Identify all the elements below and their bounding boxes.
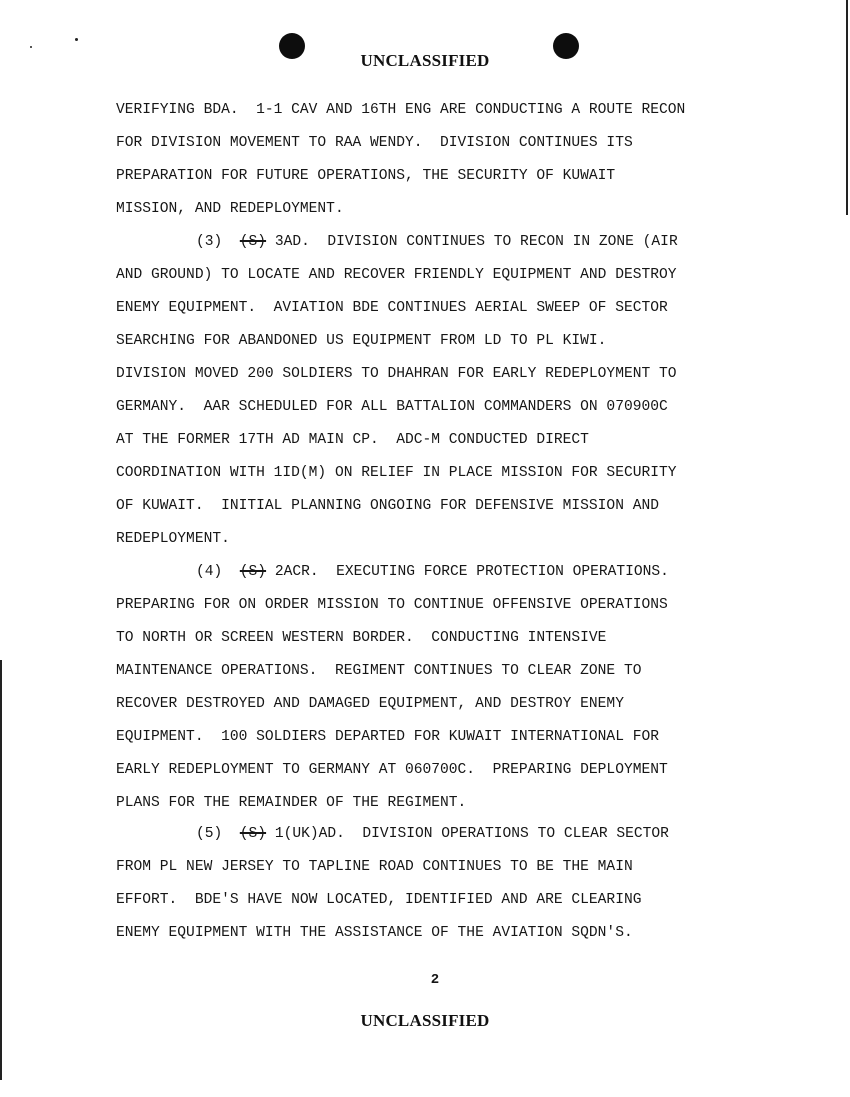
body-line: FOR DIVISION MOVEMENT TO RAA WENDY. DIVISION CONTINUES ITS	[116, 135, 633, 151]
body-line: PREPARATION FOR FUTURE OPERATIONS, THE SECURITY OF KUWAIT	[116, 168, 616, 184]
body-line: PREPARING FOR ON ORDER MISSION TO CONTINUE OFFENSIVE OPERATIONS	[116, 597, 668, 613]
body-line: REDEPLOYMENT.	[116, 531, 230, 547]
classification-marking-struck: (S)	[239, 564, 267, 580]
body-line: ENEMY EQUIPMENT WITH THE ASSISTANCE OF THE AVIATION SQDN'S.	[116, 925, 633, 941]
paragraph-number: (3)	[196, 234, 223, 250]
paragraph-lead: 3AD. DIVISION CONTINUES TO RECON IN ZONE (AIR	[274, 234, 678, 250]
body-line: PLANS FOR THE REMAINDER OF THE REGIMENT.	[116, 795, 467, 811]
body-line: EFFORT. BDE'S HAVE NOW LOCATED, IDENTIFIED AND ARE CLEARING	[116, 892, 642, 908]
classification-footer: UNCLASSIFIED	[360, 1011, 490, 1030]
body-line: AT THE FORMER 17TH AD MAIN CP. ADC-M CONDUCTED DIRECT	[116, 432, 589, 448]
body-line: COORDINATION WITH 1ID(M) ON RELIEF IN PLACE MISSION FOR SECURITY	[116, 465, 677, 481]
body-line: AND GROUND) TO LOCATE AND RECOVER FRIENDLY EQUIPMENT AND DESTROY	[116, 267, 677, 283]
body-line: FROM PL NEW JERSEY TO TAPLINE ROAD CONTINUES TO BE THE MAIN	[116, 859, 633, 875]
paragraph-lead: 1(UK)AD. DIVISION OPERATIONS TO CLEAR SECTOR	[274, 826, 669, 842]
classification-header: UNCLASSIFIED	[360, 51, 490, 70]
paragraph-number: (4)	[196, 564, 223, 580]
classification-marking-struck: (S)	[239, 826, 267, 842]
body-line: TO NORTH OR SCREEN WESTERN BORDER. CONDUCTING INTENSIVE	[116, 630, 607, 646]
body-line: EQUIPMENT. 100 SOLDIERS DEPARTED FOR KUWAIT INTERNATIONAL FOR	[116, 729, 659, 745]
scan-speck	[75, 38, 78, 41]
paragraph-3-first-line	[196, 234, 678, 250]
body-line: SEARCHING FOR ABANDONED US EQUIPMENT FROM LD TO PL KIWI.	[116, 333, 607, 349]
body-line: MISSION, AND REDEPLOYMENT.	[116, 201, 344, 217]
page-number: 2	[430, 972, 440, 988]
paragraph-lead: 2ACR. EXECUTING FORCE PROTECTION OPERATIONS.	[274, 564, 669, 580]
body-line: ENEMY EQUIPMENT. AVIATION BDE CONTINUES AERIAL SWEEP OF SECTOR	[116, 300, 668, 316]
classification-marking-struck: (S)	[239, 234, 267, 250]
body-line: EARLY REDEPLOYMENT TO GERMANY AT 060700C. PREPARING DEPLOYMENT	[116, 762, 668, 778]
body-line: VERIFYING BDA. 1-1 CAV AND 16TH ENG ARE CONDUCTING A ROUTE RECON	[116, 102, 686, 118]
body-line: DIVISION MOVED 200 SOLDIERS TO DHAHRAN FOR EARLY REDEPLOYMENT TO	[116, 366, 677, 382]
body-line: MAINTENANCE OPERATIONS. REGIMENT CONTINUES TO CLEAR ZONE TO	[116, 663, 642, 679]
paragraph-number: (5)	[196, 826, 223, 842]
body-line: GERMANY. AAR SCHEDULED FOR ALL BATTALION COMMANDERS ON 070900C	[116, 399, 668, 415]
body-line: OF KUWAIT. INITIAL PLANNING ONGOING FOR DEFENSIVE MISSION AND	[116, 498, 659, 514]
scan-edge-line	[846, 0, 848, 215]
paragraph-4-first-line	[196, 564, 669, 580]
scan-speck	[30, 46, 32, 48]
paragraph-5-first-line	[196, 826, 669, 842]
body-line: RECOVER DESTROYED AND DAMAGED EQUIPMENT, AND DESTROY ENEMY	[116, 696, 624, 712]
